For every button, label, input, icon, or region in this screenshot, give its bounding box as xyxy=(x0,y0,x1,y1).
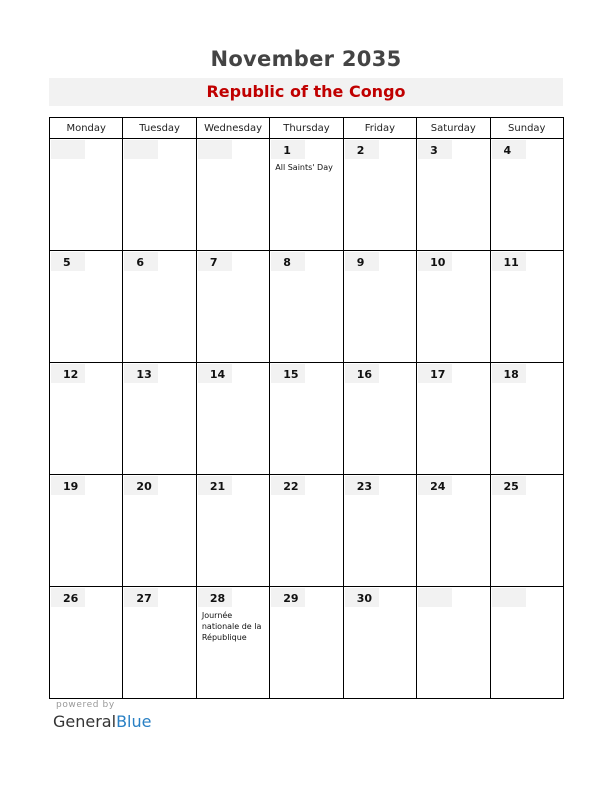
day-number: 10 xyxy=(418,252,452,271)
weekday-friday: Friday xyxy=(343,118,416,139)
day-cell xyxy=(270,363,343,475)
day-cell xyxy=(270,587,343,699)
calendar-title: November 2035 xyxy=(210,47,402,71)
day-cell xyxy=(123,475,196,587)
day-number xyxy=(492,588,526,607)
day-cell xyxy=(50,363,123,475)
day-number: 24 xyxy=(418,476,452,495)
day-cell xyxy=(50,475,123,587)
day-cell xyxy=(343,363,416,475)
country-name: Republic of the Congo xyxy=(49,78,563,106)
generalblue-logo[interactable] xyxy=(53,711,151,733)
day-cell xyxy=(196,251,269,363)
day-number: 21 xyxy=(198,476,232,495)
day-number: 16 xyxy=(345,364,379,383)
day-cell xyxy=(490,587,563,699)
day-number: 27 xyxy=(124,588,158,607)
day-number: 26 xyxy=(51,588,85,607)
day-cell xyxy=(123,251,196,363)
day-number: 11 xyxy=(492,252,526,271)
weekday-header-row xyxy=(50,118,564,139)
day-cell xyxy=(50,251,123,363)
day-number: 2 xyxy=(345,140,379,159)
day-number: 5 xyxy=(51,252,85,271)
day-number xyxy=(198,140,232,159)
day-cell xyxy=(417,475,490,587)
day-cell xyxy=(123,139,196,251)
day-cell xyxy=(123,363,196,475)
holiday-label: All Saints' Day xyxy=(275,163,333,172)
day-cell xyxy=(270,475,343,587)
day-number xyxy=(124,140,158,159)
day-number: 7 xyxy=(198,252,232,271)
day-number: 4 xyxy=(492,140,526,159)
day-number: 19 xyxy=(51,476,85,495)
day-cell xyxy=(270,139,343,251)
day-cell xyxy=(50,587,123,699)
weekday-thursday: Thursday xyxy=(270,118,343,139)
day-cell xyxy=(490,475,563,587)
day-number: 20 xyxy=(124,476,158,495)
calendar-week-row xyxy=(50,587,564,699)
logo-general-text: General xyxy=(53,712,117,731)
day-number: 8 xyxy=(271,252,305,271)
day-cell xyxy=(196,139,269,251)
calendar-week-row xyxy=(50,475,564,587)
day-number: 17 xyxy=(418,364,452,383)
day-cell xyxy=(50,139,123,251)
day-number: 25 xyxy=(492,476,526,495)
weekday-monday: Monday xyxy=(50,118,123,139)
day-cell xyxy=(417,139,490,251)
day-cell xyxy=(123,587,196,699)
day-cell xyxy=(196,363,269,475)
day-number: 6 xyxy=(124,252,158,271)
day-number: 14 xyxy=(198,364,232,383)
weekday-tuesday: Tuesday xyxy=(123,118,196,139)
day-cell xyxy=(270,251,343,363)
day-cell xyxy=(490,251,563,363)
weekday-saturday: Saturday xyxy=(417,118,490,139)
powered-by-text: powered by xyxy=(56,700,115,710)
day-number: 18 xyxy=(492,364,526,383)
day-cell xyxy=(196,475,269,587)
day-number: 29 xyxy=(271,588,305,607)
weekday-sunday: Sunday xyxy=(490,118,563,139)
day-cell xyxy=(343,139,416,251)
day-cell xyxy=(196,587,269,699)
day-number: 23 xyxy=(345,476,379,495)
day-number xyxy=(418,588,452,607)
calendar-body xyxy=(50,139,564,699)
logo-blue-text: Blue xyxy=(116,712,152,731)
day-number: 12 xyxy=(51,364,85,383)
day-number: 22 xyxy=(271,476,305,495)
day-number: 15 xyxy=(271,364,305,383)
holiday-label: Journée nationale de la République xyxy=(201,611,262,642)
calendar-grid xyxy=(49,117,564,699)
day-number: 1 xyxy=(271,140,305,159)
day-number: 28 xyxy=(198,588,232,607)
day-number xyxy=(51,140,85,159)
day-number: 3 xyxy=(418,140,452,159)
calendar-week-row xyxy=(50,251,564,363)
day-number: 13 xyxy=(124,364,158,383)
day-cell xyxy=(417,251,490,363)
day-number: 30 xyxy=(345,588,379,607)
day-cell xyxy=(417,363,490,475)
day-cell xyxy=(343,587,416,699)
day-cell xyxy=(343,251,416,363)
day-cell xyxy=(490,139,563,251)
calendar-week-row xyxy=(50,363,564,475)
day-number: 9 xyxy=(345,252,379,271)
weekday-wednesday: Wednesday xyxy=(196,118,269,139)
day-cell xyxy=(343,475,416,587)
calendar-week-row xyxy=(50,139,564,251)
day-cell xyxy=(417,587,490,699)
day-cell xyxy=(490,363,563,475)
